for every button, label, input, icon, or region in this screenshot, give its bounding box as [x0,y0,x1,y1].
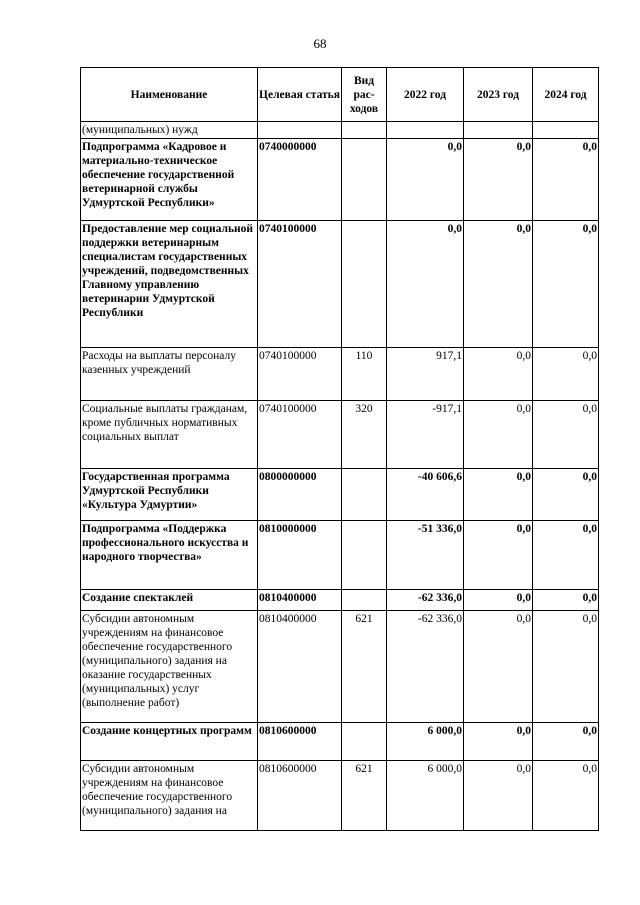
header-2022: 2022 год [387,68,464,122]
table-row [81,611,599,723]
row-2024: 0,0 [533,611,599,723]
row-kind [342,590,387,611]
row-name: (муниципальных) нужд [81,122,258,139]
row-kind [342,469,387,521]
row-2024: 0,0 [533,521,599,590]
row-kind: 621 [342,611,387,723]
row-2023: 0,0 [464,590,533,611]
row-kind [342,221,387,348]
row-code: 0810000000 [258,521,342,590]
row-code: 0810600000 [258,761,342,831]
row-name: Расходы на выплаты персоналу казенных учреждений [81,348,258,401]
row-name: Предоставление мер социальной поддержки ветеринарным специалистам государственных учреждений, подведомственных Главному управлению ветеринарии Удмуртской Республики [81,221,258,348]
table-row [81,469,599,521]
table-row [81,221,599,348]
row-name: Подпрограмма «Кадровое и материально-техническое обеспечение государственной ветеринарной службы Удмуртской Республики» [81,139,258,221]
row-2023: 0,0 [464,221,533,348]
row-name: Создание концертных программ [81,723,258,761]
row-code: 0800000000 [258,469,342,521]
row-2022: 6 000,0 [387,723,464,761]
row-2023 [464,122,533,139]
row-kind [342,521,387,590]
row-code: 0810600000 [258,723,342,761]
row-2022: 0,0 [387,139,464,221]
row-2022: -40 606,6 [387,469,464,521]
table-row [81,590,599,611]
table-row [81,348,599,401]
row-2022: -51 336,0 [387,521,464,590]
row-code: 0740100000 [258,401,342,469]
row-code: 0740000000 [258,139,342,221]
table-row [81,401,599,469]
row-2024: 0,0 [533,590,599,611]
row-2022: 0,0 [387,221,464,348]
row-2023: 0,0 [464,611,533,723]
row-2024: 0,0 [533,139,599,221]
row-kind [342,139,387,221]
table-header-row [81,68,599,122]
table-row [81,122,599,139]
row-name: Субсидии автономным учреждениям на финансовое обеспечение государственного (муниципального) задания на [81,761,258,831]
row-2022: 917,1 [387,348,464,401]
row-2022: 6 000,0 [387,761,464,831]
table-row [81,723,599,761]
row-kind: 320 [342,401,387,469]
row-kind [342,122,387,139]
row-kind: 621 [342,761,387,831]
row-2023: 0,0 [464,348,533,401]
row-2024: 0,0 [533,348,599,401]
header-2023: 2023 год [464,68,533,122]
row-2024: 0,0 [533,401,599,469]
table-row [81,521,599,590]
header-kind: Вид рас-ходов [342,68,387,122]
row-2023: 0,0 [464,761,533,831]
row-kind: 110 [342,348,387,401]
row-2024: 0,0 [533,469,599,521]
header-name: Наименование [81,68,258,122]
row-2023: 0,0 [464,401,533,469]
page-number: 68 [313,36,327,51]
row-code: 0810400000 [258,611,342,723]
row-name: Социальные выплаты гражданам, кроме публичных нормативных социальных выплат [81,401,258,469]
row-code: 0740100000 [258,221,342,348]
row-name: Подпрограмма «Поддержка профессионального искусства и народного творчества» [81,521,258,590]
table-row [81,761,599,831]
table-row [81,139,599,221]
row-name: Создание спектаклей [81,590,258,611]
row-name: Государственная программа Удмуртской Республики «Культура Удмуртии» [81,469,258,521]
row-name: Субсидии автономным учреждениям на финансовое обеспечение государственного (муниципального) задания на оказание государственных (муниципальных) услуг (выполнение работ) [81,611,258,723]
row-code: 0810400000 [258,590,342,611]
header-code: Целевая статья [258,68,342,122]
row-2024 [533,122,599,139]
header-2024: 2024 год [533,68,599,122]
row-2023: 0,0 [464,723,533,761]
row-code [258,122,342,139]
row-2023: 0,0 [464,521,533,590]
row-2022: -62 336,0 [387,590,464,611]
row-2022 [387,122,464,139]
row-2024: 0,0 [533,723,599,761]
row-2022: -917,1 [387,401,464,469]
budget-table [80,67,599,831]
row-2022: -62 336,0 [387,611,464,723]
row-2023: 0,0 [464,139,533,221]
row-2024: 0,0 [533,221,599,348]
row-2024: 0,0 [533,761,599,831]
row-code: 0740100000 [258,348,342,401]
row-2023: 0,0 [464,469,533,521]
row-kind [342,723,387,761]
